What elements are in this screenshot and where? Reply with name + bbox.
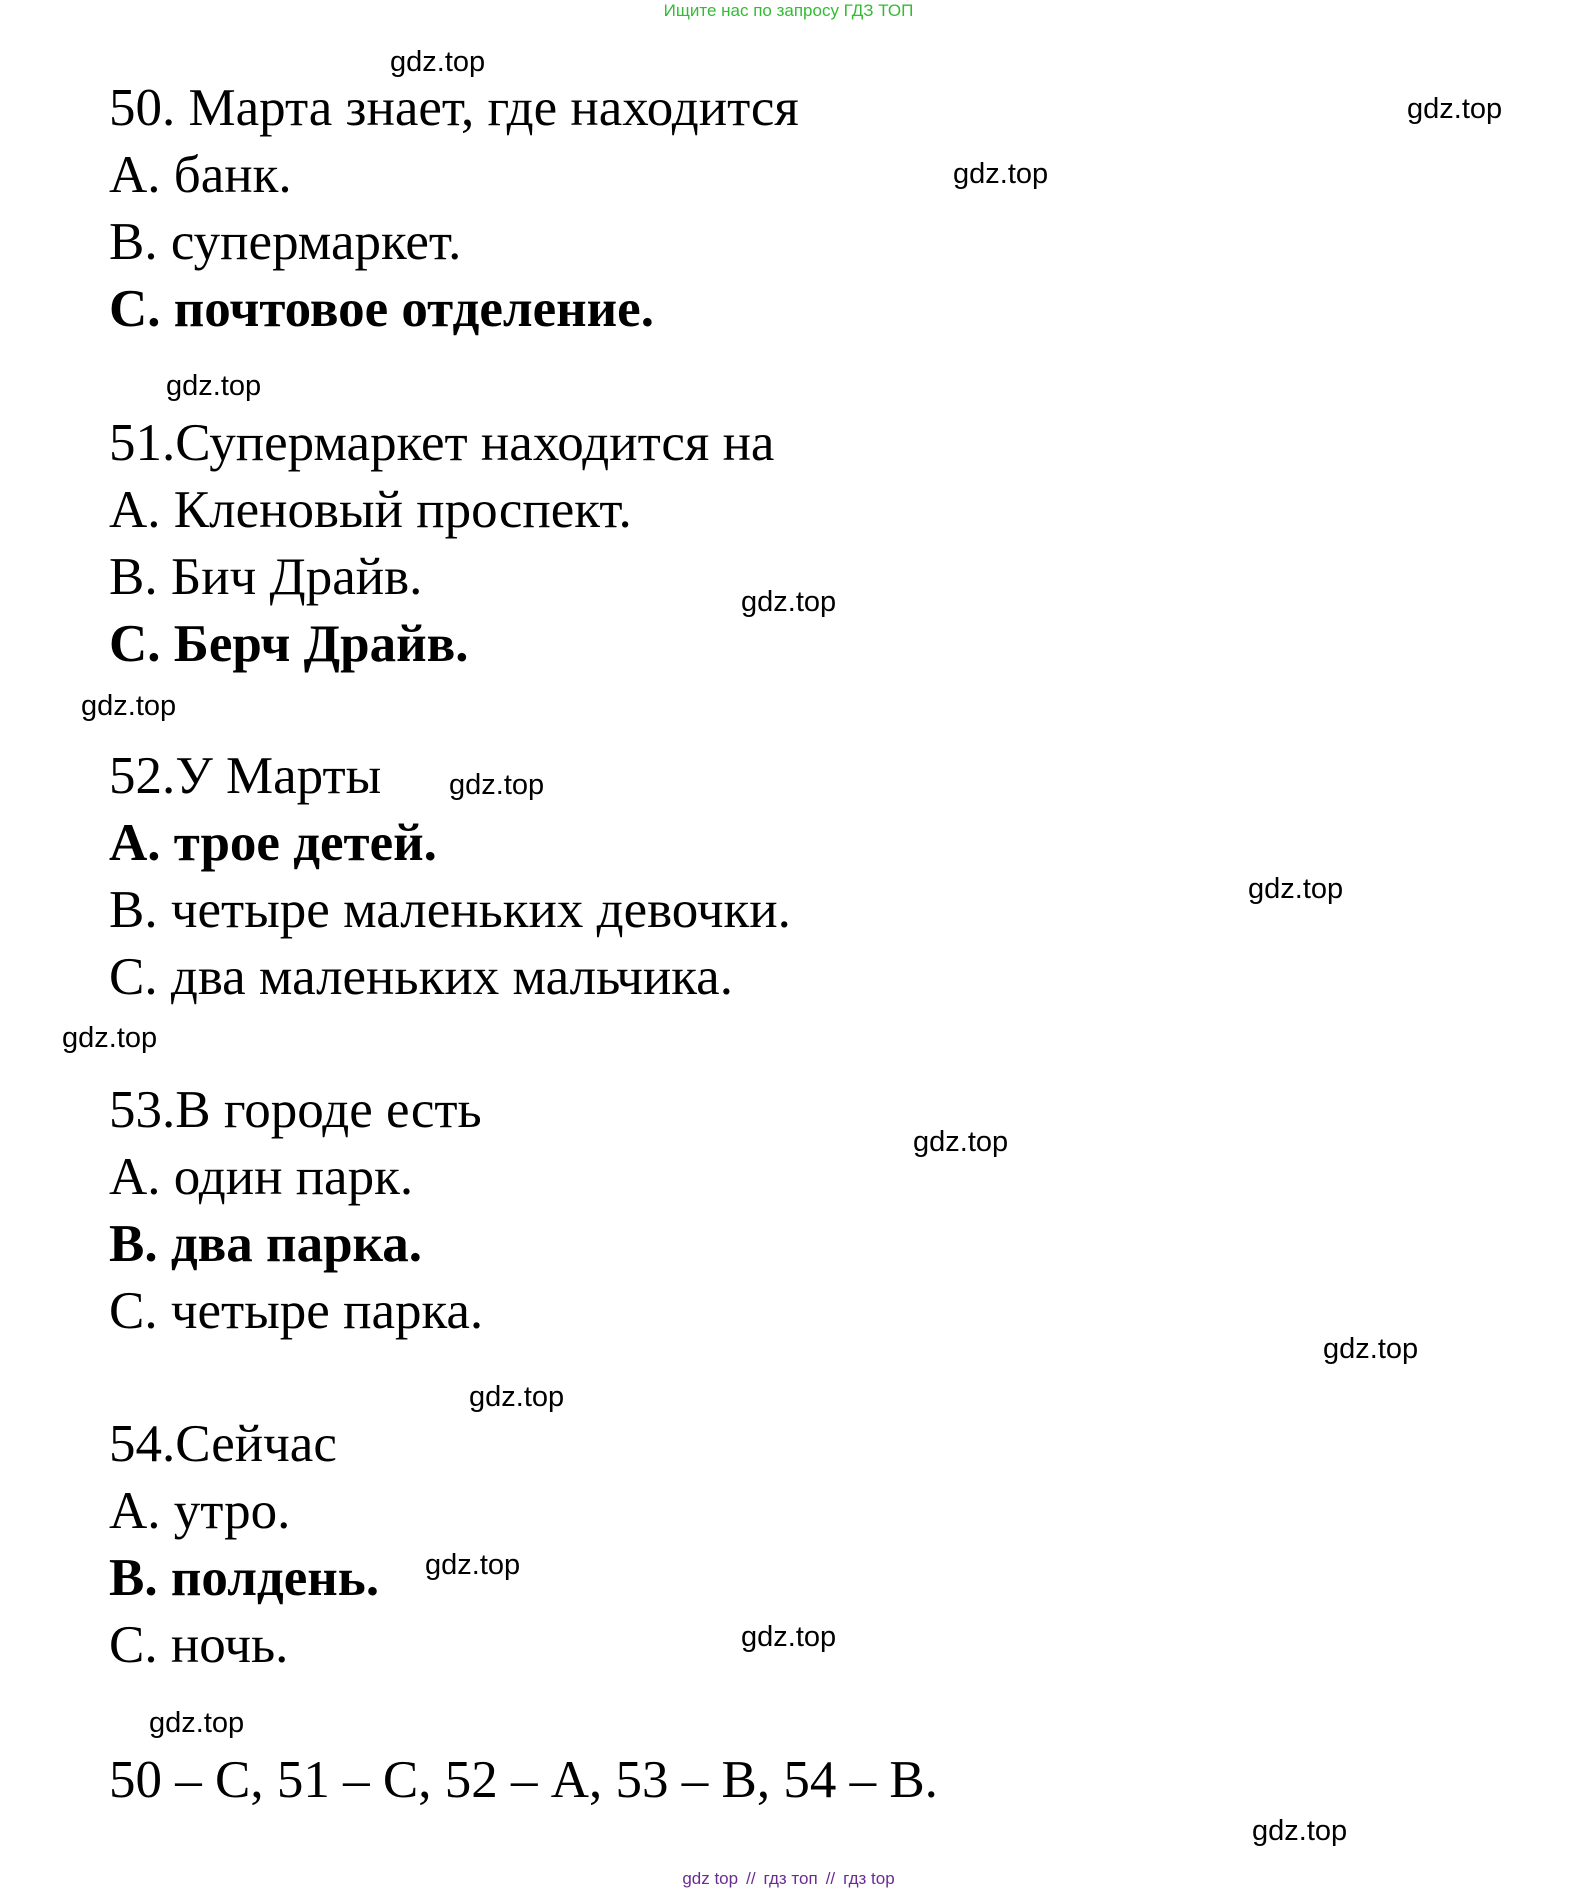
question-51-option-b: В. Бич Драйв. <box>109 548 423 606</box>
watermark: gdz.top <box>390 46 486 78</box>
watermark: gdz.top <box>1252 1815 1348 1847</box>
watermark: gdz.top <box>62 1022 158 1054</box>
question-53-option-c: С. четыре парка. <box>109 1282 484 1340</box>
question-52-option-a-answer: А. трое детей. <box>109 814 437 872</box>
watermark: gdz.top <box>1248 873 1344 905</box>
question-50-option-b: В. супермаркет. <box>109 213 462 271</box>
footer-separator: // <box>825 1869 836 1888</box>
watermark: gdz.top <box>1323 1333 1419 1365</box>
question-54-option-b-answer: В. полдень. <box>109 1549 380 1607</box>
watermark: gdz.top <box>425 1549 521 1581</box>
watermark: gdz.top <box>166 370 262 402</box>
footer-link-3[interactable]: гдз top <box>843 1869 895 1888</box>
question-51-option-c-answer: С. Берч Драйв. <box>109 615 469 673</box>
question-51-prompt: 51.Супермаркет находится на <box>109 414 775 472</box>
question-54-option-a: А. утро. <box>109 1482 291 1540</box>
question-50-option-a: А. банк. <box>109 146 292 204</box>
footer-link-2[interactable]: гдз топ <box>763 1869 818 1888</box>
watermark: gdz.top <box>149 1707 245 1739</box>
question-50-prompt: 50. Марта знает, где находится <box>109 79 799 137</box>
question-53-prompt: 53.В городе есть <box>109 1081 482 1139</box>
footer-separator: // <box>746 1869 756 1888</box>
question-51-option-a: А. Кленовый проспект. <box>109 481 632 539</box>
watermark: gdz.top <box>469 1381 565 1413</box>
question-53-option-a: А. один парк. <box>109 1148 414 1206</box>
question-54-option-c: С. ночь. <box>109 1616 289 1674</box>
watermark: gdz.top <box>81 690 177 722</box>
watermark: gdz.top <box>953 158 1049 190</box>
watermark: gdz.top <box>449 769 545 801</box>
question-52-prompt: 52.У Марты <box>109 747 382 805</box>
watermark: gdz.top <box>741 1621 837 1653</box>
question-52-option-b: В. четыре маленьких девочки. <box>109 881 791 939</box>
question-54-prompt: 54.Сейчас <box>109 1415 337 1473</box>
watermark: gdz.top <box>741 586 837 618</box>
question-50-option-c-answer: С. почтовое отделение. <box>109 280 654 338</box>
answer-key: 50 – С, 51 – С, 52 – А, 53 – В, 54 – В. <box>109 1751 938 1809</box>
top-banner: Ищите нас по запросу ГДЗ ТОП <box>663 1 914 20</box>
footer <box>0 1868 1577 1890</box>
watermark: gdz.top <box>1407 93 1503 125</box>
question-52-option-c: С. два маленьких мальчика. <box>109 948 733 1006</box>
footer-link-1[interactable]: gdz top <box>682 1869 739 1888</box>
watermark: gdz.top <box>913 1126 1009 1158</box>
question-53-option-b-answer: В. два парка. <box>109 1215 423 1273</box>
